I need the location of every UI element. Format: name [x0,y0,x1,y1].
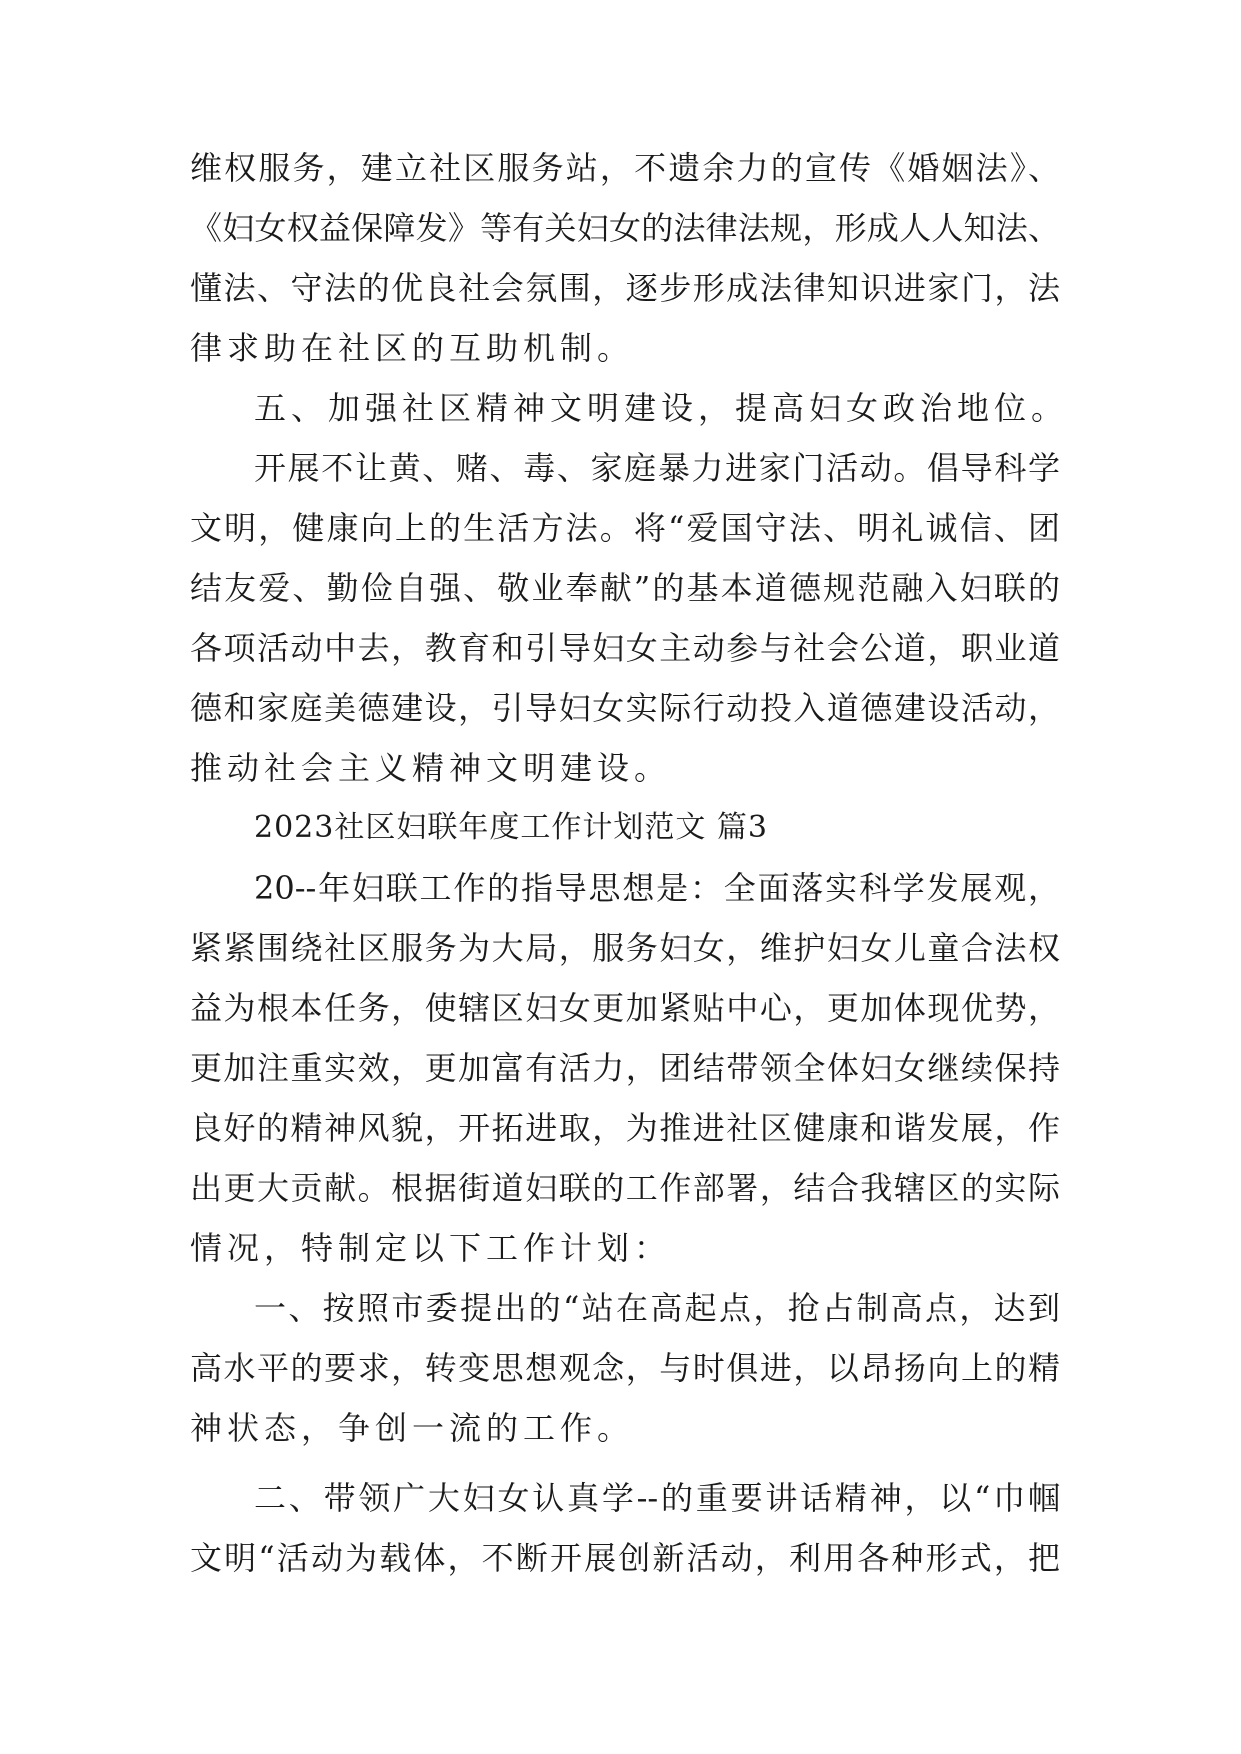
text-line: 律求助在社区的互助机制。 [190,329,635,367]
text-line: 良好的精神风貌，开拓进取，为推进社区健康和谐发展，作 [190,1109,1060,1147]
text-line: 情况，特制定以下工作计划： [190,1229,672,1267]
text-line: 神状态，争创一流的工作。 [190,1409,635,1447]
text-line: 文明“活动为载体，不断开展创新活动，利用各种形式，把 [190,1539,1060,1577]
text-line: 懂法、守法的优良社会氛围，逐步形成法律知识进家门，法 [190,269,1060,307]
text-line: 更加注重实效，更加富有活力，团结带领全体妇女继续保持 [190,1049,1060,1087]
text-line: 益为根本任务，使辖区妇女更加紧贴中心，更加体现优势， [190,989,1060,1027]
document-body [190,138,1069,1588]
text-line: 出更大贡献。根据街道妇联的工作部署，结合我辖区的实际 [190,1169,1060,1207]
text-line: 《妇女权益保障发》等有关妇女的法律法规，形成人人知法、 [190,209,1060,247]
text-line: 二、带领广大妇女认真学--的重要讲话精神，以“巾帼 [254,1479,1060,1517]
text-line: 维权服务，建立社区服务站，不遗余力的宣传《婚姻法》、 [190,149,1060,187]
paragraph-gap [190,1458,1060,1468]
text-line: 20--年妇联工作的指导思想是：全面落实科学发展观， [254,869,1060,907]
text-line: 开展不让黄、赌、毒、家庭暴力进家门活动。倡导科学 [254,449,1060,487]
section-heading: 五、加强社区精神文明建设，提高妇女政治地位。 [254,389,1069,427]
text-line: 推动社会主义精神文明建设。 [190,749,672,787]
text-line: 各项活动中去，教育和引导妇女主动参与社会公道，职业道 [190,629,1060,667]
text-line: 结友爱、勤俭自强、敬业奉献”的基本道德规范融入妇联的 [190,569,1060,607]
text-line: 德和家庭美德建设，引导妇女实际行动投入道德建设活动， [190,689,1060,727]
text-line: 紧紧围绕社区服务为大局，服务妇女，维护妇女儿童合法权 [190,929,1060,967]
text-line: 文明，健康向上的生活方法。将“爱国守法、明礼诚信、团 [190,509,1060,547]
text-line: 一、按照市委提出的“站在高起点，抢占制高点，达到 [254,1289,1060,1327]
article-title: 2023社区妇联年度工作计划范文 篇3 [254,810,768,845]
text-line: 高水平的要求，转变思想观念，与时俱进，以昂扬向上的精 [190,1349,1060,1387]
